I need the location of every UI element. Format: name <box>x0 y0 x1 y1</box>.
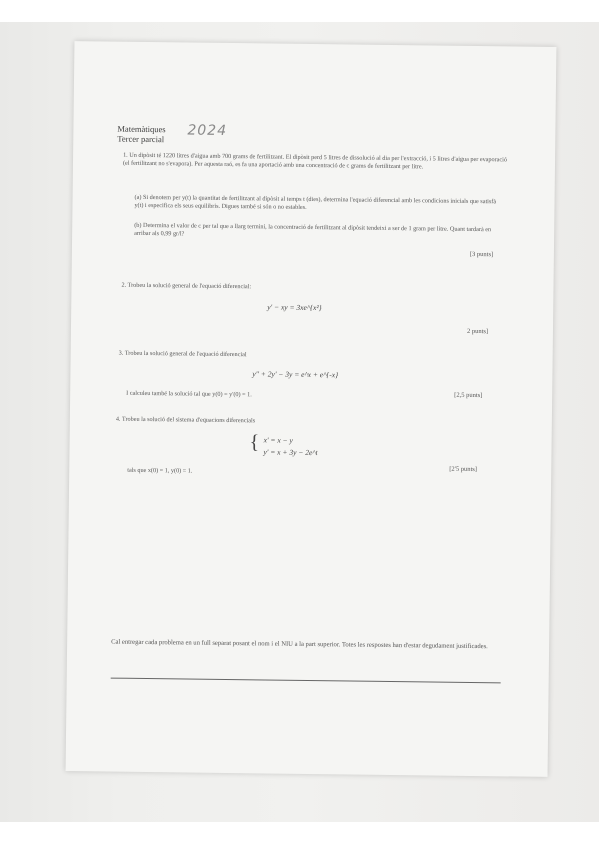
problem-1-points: [3 punts] <box>469 250 494 259</box>
exam-sheet <box>66 41 557 777</box>
problem-1-text: 1. Un dipòsit té 1220 litres d'aigua amb 700 grams de fertilitzant. El dipòsit perd 5 litres de dissolució al dia per l'extracció, i 5 litres d'aigua per evaporació (el fertilitzant no s'evapora). Per aquesta raó, es fa una aportació amb una concentració de c grams de fertilitzant per litre. <box>122 151 508 171</box>
problem-3-points: [2,5 punts] <box>454 391 483 400</box>
problem-4-eq1: x' = x − y <box>263 435 293 445</box>
system-brace: { <box>249 431 260 454</box>
problem-3-equation: y'' + 2y' − 3y = e^x + e^{-x} <box>252 369 339 380</box>
footer-rule <box>111 678 501 684</box>
problem-3-text: 3. Trobeu la solució general de l'equació diferencial <box>118 349 247 359</box>
handwritten-year: 2024 <box>187 122 228 139</box>
problem-1a-text: (a) Si denotem per y(t) la quantitat de fertilitzant al dipòsit al temps t (dies), determina l'equació diferencial amb les condicions inicials que satisfà y(t) i especifica els seus equilibris. Digues també si són o no estables. <box>134 193 497 211</box>
problem-3-follow: I calculeu també la solució tal que y(0) = y'(0) = 1. <box>126 389 252 399</box>
problem-2-points: 2 punts] <box>466 327 489 336</box>
course-title: Matemàtiques <box>117 123 166 135</box>
problem-4-text: 4. Trobeu la solució del sistema d'equacions diferencials <box>115 415 256 425</box>
problem-1b-text: (b) Determina el valor de c per tal que a llarg termini, la concentració de fertilitzant al dipòsit tendeixi a ser de 1 gram per litre. Quant tardarà en arribar als 0,99 gr/l? <box>134 221 492 238</box>
problem-4-follow: tals que x(0) = 1, y(0) = 1. <box>127 466 193 475</box>
problem-4-eq2: y' = x + 3y − 2e^t <box>263 447 318 458</box>
exam-header <box>117 124 165 145</box>
exam-subtitle: Tercer parcial <box>117 133 165 145</box>
problem-4-points: [2'5 punts] <box>449 465 478 474</box>
footer-instructions: Cal entregar cada problema en un full separat posant el nom i el NIU a la part superior. Totes les respostes han d'estar degudament justificades. <box>111 638 488 651</box>
problem-2-text: 2. Trobeu la solució general de l'equació diferencial: <box>121 281 252 291</box>
problem-2-equation: y' − xy = 3xe^{x²} <box>267 302 322 313</box>
